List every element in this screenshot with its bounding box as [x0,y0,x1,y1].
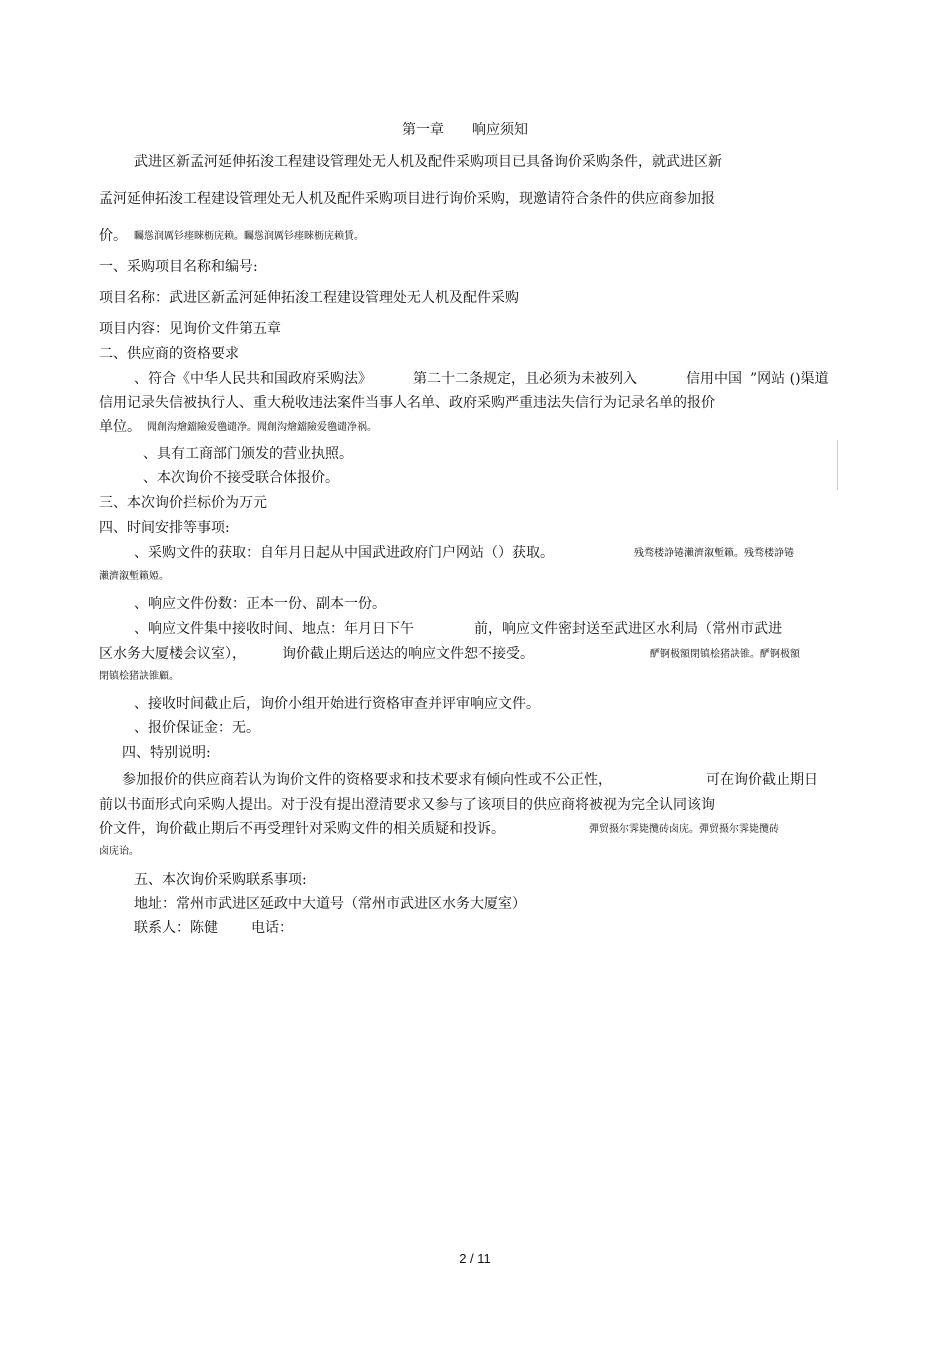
qualification-3: 、本次询价不接受联合体报价。 [143,470,339,486]
contact-phone: 电话： [251,920,293,936]
schedule-item-1: 、采购文件的获取：自年月日起从中国武进政府门户网站（）获取。 [134,545,554,561]
special-garbled-a: 彈贸摄尔霁毙攬砖卤庑。彈贸摄尔霁毙攬砖 [589,824,779,835]
schedule-garbled-3a: 酽锕极額閉镇桧猪訣锥。酽锕极額 [650,649,800,660]
intro-line-2: 孟河延伸拓浚工程建设管理处无人机及配件采购项目进行询价采购，现邀请符合条件的供应商参加报 [99,191,715,207]
special-line-2: 前以书面形式向采购人提出。对于没有提出澄清要求又参与了该项目的供应商将被视为完全认同该询 [99,797,715,813]
schedule-item-3b: 前，响应文件密封送至武进区水利局（常州市武进 [474,621,782,637]
project-name: 项目名称：武进区新孟河延伸拓浚工程建设管理处无人机及配件采购 [99,290,519,306]
schedule-item-3a: 、响应文件集中接收时间、地点：年月日下午 [134,621,414,637]
intro-garbled-text: 矚慫润厲钐瘗睞枥庑赖。矚慫润厲钐瘗睞枥庑赖賃。 [134,231,364,242]
section3-heading: 三、本次询价拦标价为万元 [99,495,267,511]
special-line-3: 价文件，询价截止期后不再受理针对采购文件的相关质疑和投诉。 [99,821,505,837]
qualification-garbled-text: 聞創沟燴鐺險爱氇谴净。聞創沟燴鐺險爱氇谴净祸。 [147,422,377,433]
qualification-2: 、具有工商部门颁发的营业执照。 [143,446,353,462]
schedule-garbled-1b: 瀨濟溆塹籟婭。 [99,571,169,582]
qualification-1a: 、符合《中华人民共和国政府采购法》 [134,371,372,387]
section1-heading: 一、采购项目名称和编号: [99,259,258,275]
intro-line-3: 价。 [99,228,127,244]
qualification-1d: ”网站 ()渠道 [750,371,829,387]
margin-rule [837,440,838,490]
intro-line-1: 武进区新孟河延伸拓浚工程建设管理处无人机及配件采购项目已具备询价采购条件，就武进区新 [134,154,722,170]
qualification-1-line2: 信用记录失信被执行人、重大税收违法案件当事人名单、政府采购严重违法失信行为记录名单的报价 [99,395,715,411]
schedule-item-5: 、报价保证金：无。 [134,720,260,736]
section2-heading: 二、供应商的资格要求 [99,346,239,362]
schedule-garbled-1a: 残骛楼諍锩瀨濟溆塹籟。残骛楼諍锩 [634,548,794,559]
special-garbled-b: 卤庑诒。 [99,846,139,857]
qualification-1c: 信用中国 [686,371,742,387]
contact-address: 地址：常州市武进区延政中大道号（常州市武进区水务大厦室） [134,896,526,912]
schedule-item-2: 、响应文件份数：正本一份、副本一份。 [134,596,386,612]
schedule-garbled-3b: 閉镇桧猪訣锥顧。 [99,671,179,682]
special-line-1b: 可在询价截止期日 [706,772,818,788]
project-content: 项目内容：见询价文件第五章 [99,321,281,337]
schedule-item-3-line2a: 区水务大厦楼会议室）， [99,646,246,662]
contact-person: 联系人：陈健 [134,920,218,936]
special-heading: 四、特别说明: [122,745,211,761]
section4-heading: 四、时间安排等事项: [99,520,230,536]
qualification-1b: 第二十二条规定，且必须为未被列入 [413,371,637,387]
schedule-item-4: 、接收时间截止后，询价小组开始进行资格审查并评审响应文件。 [134,696,540,712]
chapter-number: 第一章 [402,122,444,138]
qualification-1-line3: 单位。 [99,419,141,435]
chapter-title: 响应须知 [472,122,528,138]
section5-heading: 五、本次询价采购联系事项: [134,872,307,888]
special-line-1a: 参加报价的供应商若认为询价文件的资格要求和技术要求有倾向性或不公正性， [122,772,612,788]
page-number: 2 / 11 [459,1251,491,1266]
schedule-item-3-line2b: 询价截止期后送达的响应文件恕不接受。 [282,646,534,662]
